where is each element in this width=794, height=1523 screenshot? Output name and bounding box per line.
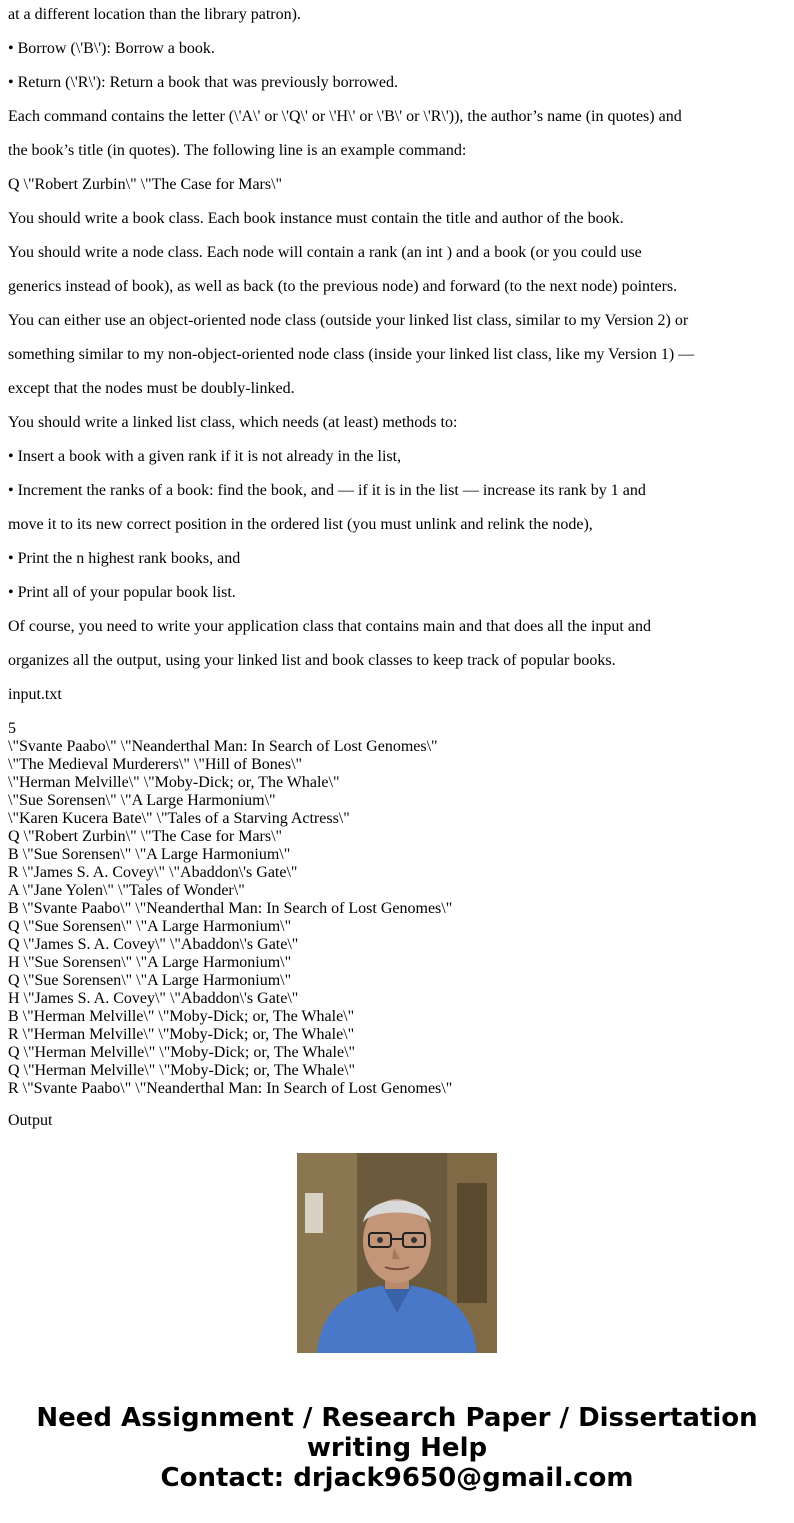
input-line: 5 xyxy=(8,720,16,737)
promo-banner xyxy=(0,1403,794,1493)
author-avatar xyxy=(297,1153,497,1353)
input-line: \"Herman Melville\" \"Moby-Dick; or, The Whale\" xyxy=(8,774,340,791)
portrait-image xyxy=(297,1153,497,1353)
input-line: B \"Sue Sorensen\" \"A Large Harmonium\" xyxy=(8,846,291,863)
input-line: \"Sue Sorensen\" \"A Large Harmonium\" xyxy=(8,792,276,809)
paragraph-line: generics instead of book), as well as back (to the previous node) and forward (to the next node) pointers. xyxy=(8,278,678,295)
input-line: Q \"James S. A. Covey\" \"Abaddon\'s Gate\" xyxy=(8,936,299,953)
input-line: A \"Jane Yolen\" \"Tales of Wonder\" xyxy=(8,882,245,899)
input-line: Q \"Herman Melville\" \"Moby-Dick; or, The Whale\" xyxy=(8,1062,356,1079)
bullet-print-all: • Print all of your popular book list. xyxy=(8,584,236,601)
paragraph-line: something similar to my non-object-oriented node class (inside your linked list class, like my Version 1) — xyxy=(8,346,695,363)
bullet-return: • Return (\'R\'): Return a book that was previously borrowed. xyxy=(8,74,398,91)
paragraph-line: the book’s title (in quotes). The following line is an example command: xyxy=(8,142,467,159)
promo-line: Need Assignment / Research Paper / Dissertation xyxy=(36,1403,758,1433)
input-file-listing xyxy=(0,720,794,1098)
input-file-heading: input.txt xyxy=(8,686,62,703)
input-line: Q \"Sue Sorensen\" \"A Large Harmonium\" xyxy=(8,972,292,989)
paragraph-line: You should write a linked list class, which needs (at least) methods to: xyxy=(8,414,458,431)
promo-contact: Contact: drjack9650@gmail.com xyxy=(160,1463,634,1493)
input-line: Q \"Robert Zurbin\" \"The Case for Mars\" xyxy=(8,828,283,845)
bullet-borrow: • Borrow (\'B\'): Borrow a book. xyxy=(8,40,215,57)
output-heading-cut: Output xyxy=(8,1112,53,1129)
paragraph-line: You should write a node class. Each node will contain a rank (an int ) and a book (or you could use xyxy=(8,244,642,261)
input-line: Q \"Herman Melville\" \"Moby-Dick; or, The Whale\" xyxy=(8,1044,356,1061)
paragraph-line: organizes all the output, using your linked list and book classes to keep track of popular books. xyxy=(8,652,616,669)
bullet-increment: • Increment the ranks of a book: find the book, and — if it is in the list — increase its rank by 1 and xyxy=(8,482,646,499)
input-line: B \"Herman Melville\" \"Moby-Dick; or, The Whale\" xyxy=(8,1008,355,1025)
paragraph-line: move it to its new correct position in the ordered list (you must unlink and relink the node), xyxy=(8,516,593,533)
paragraph-line: at a different location than the library patron). xyxy=(8,6,301,23)
input-line: H \"James S. A. Covey\" \"Abaddon\'s Gate\" xyxy=(8,990,299,1007)
paragraph-line: except that the nodes must be doubly-linked. xyxy=(8,380,295,397)
input-line: H \"Sue Sorensen\" \"A Large Harmonium\" xyxy=(8,954,292,971)
input-line: \"The Medieval Murderers\" \"Hill of Bones\" xyxy=(8,756,303,773)
paragraph-line: Each command contains the letter (\'A\' or \'Q\' or \'H\' or \'B\' or \'R\')), the author’s name (in quotes) and xyxy=(8,108,682,125)
input-line: B \"Svante Paabo\" \"Neanderthal Man: In Search of Lost Genomes\" xyxy=(8,900,453,917)
input-line: \"Karen Kucera Bate\" \"Tales of a Starving Actress\" xyxy=(8,810,350,827)
input-line: R \"Herman Melville\" \"Moby-Dick; or, The Whale\" xyxy=(8,1026,355,1043)
input-line: R \"Svante Paabo\" \"Neanderthal Man: In Search of Lost Genomes\" xyxy=(8,1080,453,1097)
paragraph-line: You should write a book class. Each book instance must contain the title and author of the book. xyxy=(8,210,624,227)
example-command: Q \"Robert Zurbin\" \"The Case for Mars\" xyxy=(8,176,283,193)
input-line: Q \"Sue Sorensen\" \"A Large Harmonium\" xyxy=(8,918,292,935)
paragraph-line: Of course, you need to write your application class that contains main and that does all the input and xyxy=(8,618,651,635)
bullet-insert: • Insert a book with a given rank if it is not already in the list, xyxy=(8,448,402,465)
paragraph-line: You can either use an object-oriented node class (outside your linked list class, similar to my Version 2) or xyxy=(8,312,689,329)
input-line: \"Svante Paabo\" \"Neanderthal Man: In Search of Lost Genomes\" xyxy=(8,738,438,755)
promo-line: writing Help xyxy=(306,1433,488,1463)
bullet-print-highest: • Print the n highest rank books, and xyxy=(8,550,241,567)
input-line: R \"James S. A. Covey\" \"Abaddon\'s Gate\" xyxy=(8,864,298,881)
